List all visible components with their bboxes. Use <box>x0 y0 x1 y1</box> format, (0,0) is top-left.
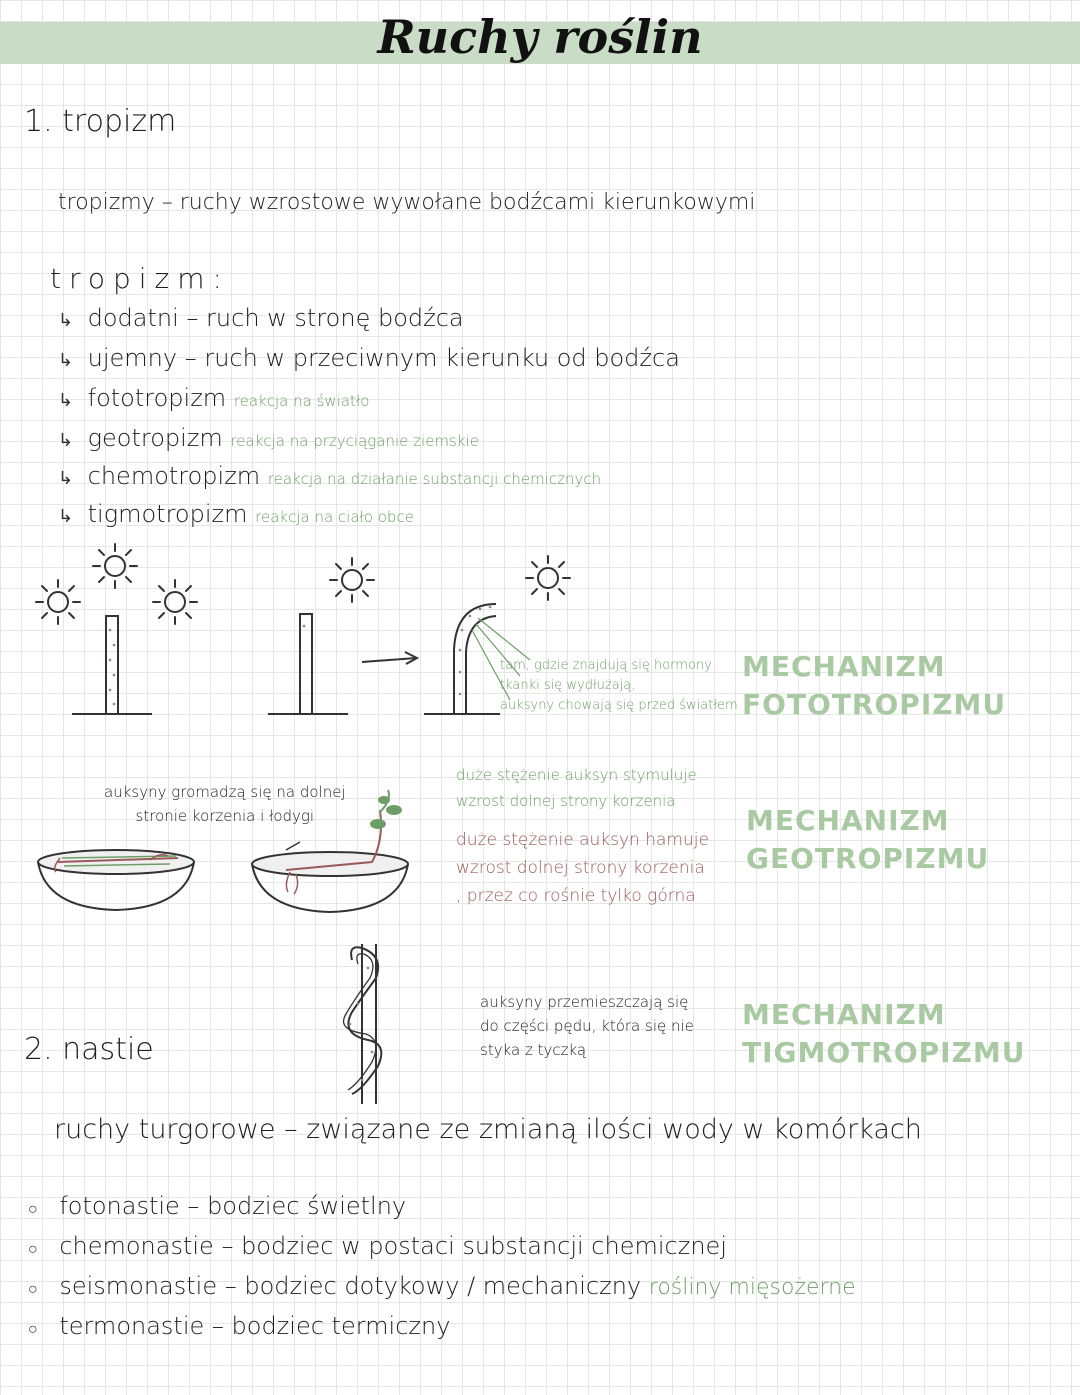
mechanism-geotropism-label <box>746 802 989 878</box>
list-item-label: dodatni – ruch w stronę bodźca <box>87 304 464 332</box>
corner-arrow-icon: ↳ <box>58 390 74 411</box>
tigmotropism-note <box>480 990 694 1062</box>
list-item-label: fototropizm <box>87 384 227 412</box>
note-line: wzrost dolnej strony korzenia <box>456 792 676 810</box>
list-item <box>28 1192 406 1220</box>
list-item-label: fotonastie – bodziec świetlny <box>59 1192 407 1220</box>
note-line: styka z tyczką <box>480 1041 587 1059</box>
list-item <box>28 1312 450 1340</box>
nastie-definition: ruchy turgorowe – związane ze zmianą ilości wody w komórkach <box>54 1114 922 1145</box>
straight-shoot-2 <box>268 614 348 714</box>
list-item-note: reakcja na światło <box>233 392 370 410</box>
sun-icon <box>153 580 197 624</box>
bowl-1 <box>38 850 194 910</box>
mechanism-line: MECHANIZM <box>742 650 946 683</box>
note-line: stronie korzenia i łodygi <box>135 807 315 825</box>
tropism-list-title: tropizm: <box>50 262 230 295</box>
mechanism-line: MECHANIZM <box>742 998 946 1031</box>
tropism-definition: tropizmy – ruchy wzrostowe wywołane bodźcami kierunkowymi <box>58 190 756 215</box>
circle-bullet-icon: ○ <box>28 1199 38 1218</box>
geotropism-green-note <box>456 762 697 814</box>
list-item-note: reakcja na ciało obce <box>255 508 414 526</box>
sun-icon <box>526 556 570 600</box>
mechanism-tigmotropism-label <box>742 996 1025 1072</box>
note-line: auksyny gromadzą się na dolnej <box>104 783 346 801</box>
geotropism-red-note <box>456 826 709 910</box>
arrow-right-icon <box>362 652 417 664</box>
sun-icon <box>36 580 80 624</box>
circle-bullet-icon: ○ <box>28 1279 38 1298</box>
vine-on-pole <box>344 944 382 1104</box>
list-item-label: ujemny – ruch w przeciwnym kierunku od bodźca <box>87 344 680 372</box>
mechanism-phototropism-label <box>742 648 1006 724</box>
note-line: auksyny chowają się przed światłem <box>500 698 738 713</box>
mechanism-line: MECHANIZM <box>746 804 950 837</box>
corner-arrow-icon: ↳ <box>58 310 74 331</box>
note-line: do części pędu, która się nie <box>480 1017 694 1035</box>
note-line: tam, gdzie znajdują się hormony <box>500 658 712 673</box>
corner-arrow-icon: ↳ <box>58 350 74 371</box>
section-1-heading: 1. tropizm <box>24 104 177 139</box>
list-item <box>28 1272 856 1300</box>
mechanism-line: GEOTROPIZMU <box>746 842 990 875</box>
list-item-label: seismonastie – bodziec dotykowy / mechaniczny <box>59 1272 642 1300</box>
list-item-note: reakcja na działanie substancji chemicznych <box>267 470 602 488</box>
list-item-label: termonastie – bodziec termiczny <box>59 1312 451 1340</box>
page-title: Ruchy roślin <box>377 10 703 64</box>
phototropism-note <box>500 656 738 716</box>
corner-arrow-icon: ↳ <box>58 468 74 489</box>
list-item-label: chemotropizm <box>87 462 261 490</box>
list-item-label: tigmotropizm <box>87 500 248 528</box>
mechanism-line: FOTOTROPIZMU <box>742 688 1007 721</box>
note-line: wzrost dolnej strony korzenia <box>456 858 705 878</box>
note-line: tkanki się wydłużają, <box>500 678 636 693</box>
note-line: auksyny przemieszczają się <box>480 993 689 1011</box>
list-item-label: geotropizm <box>87 424 223 452</box>
section-2-heading: 2. nastie <box>24 1032 154 1067</box>
circle-bullet-icon: ○ <box>28 1239 38 1258</box>
list-item-note: rośliny mięsożerne <box>648 1275 856 1300</box>
sun-icon <box>330 558 374 602</box>
corner-arrow-icon: ↳ <box>58 506 74 527</box>
straight-shoot-1 <box>72 616 152 714</box>
list-item <box>28 1232 727 1260</box>
note-line: duże stężenie auksyn hamuje <box>456 830 709 850</box>
note-line: , przez co rośnie tylko górna <box>456 886 696 906</box>
note-line: duże stężenie auksyn stymuluje <box>456 766 697 784</box>
circle-bullet-icon: ○ <box>28 1319 38 1338</box>
sun-icon <box>93 544 137 588</box>
list-item-note: reakcja na przyciąganie ziemskie <box>230 432 479 450</box>
list-item-label: chemonastie – bodziec w postaci substancji chemicznej <box>59 1232 727 1260</box>
corner-arrow-icon: ↳ <box>58 430 74 451</box>
mechanism-line: TIGMOTROPIZMU <box>742 1036 1026 1069</box>
geotropism-left-note <box>104 780 346 828</box>
